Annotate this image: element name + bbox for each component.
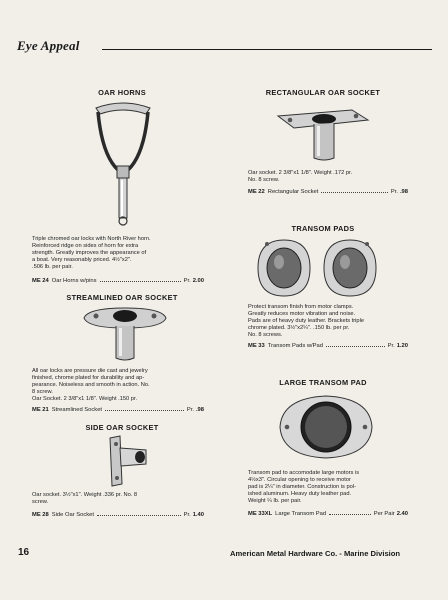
streamlined-price-line — [32, 405, 204, 414]
item-unit: Pr. — [387, 343, 395, 349]
item-name: Large Transom Pad — [275, 511, 327, 517]
heading-side-oar-socket: SIDE OAR SOCKET — [85, 423, 159, 432]
item-name: Rectangular Socket — [267, 189, 319, 195]
desc-line: finished, chrome plated for durability and ap- — [32, 375, 145, 382]
desc-line: 8 screw. — [32, 389, 53, 396]
desc-line: screw. — [32, 499, 49, 506]
side-socket-price-line — [32, 510, 204, 519]
leader-dots — [100, 276, 181, 282]
large-transom-pad-image — [276, 392, 376, 462]
item-price: 2.00 — [192, 278, 204, 284]
desc-line: pad is 2¼" in diameter. Construction is pol- — [248, 484, 356, 491]
oar-horns-price-line — [32, 276, 204, 285]
leader-dots — [321, 187, 387, 193]
item-name: Streamlined Socket — [51, 407, 103, 413]
item-unit: Pr. — [183, 512, 191, 518]
item-price: .98 — [399, 189, 408, 195]
item-price: .98 — [195, 407, 204, 413]
rect-socket-price-line — [248, 187, 408, 196]
footer-company: American Metal Hardware Co. - Marine Division — [230, 549, 401, 558]
desc-line: Oar socket. 3½"x1". Weight .336 pr. No. 8 — [32, 492, 138, 498]
streamlined-oar-socket-image — [80, 304, 170, 364]
desc-line: a boat. Very reasonably priced. 4½"x2". — [32, 257, 132, 264]
desc-line: strength. Greatly improves the appearance of — [32, 250, 147, 257]
item-price: 1.40 — [192, 512, 204, 518]
leader-dots — [329, 509, 371, 515]
oar-horns-description — [32, 236, 210, 271]
desc-line: No. 8 screw. — [248, 177, 280, 184]
streamlined-description — [32, 368, 210, 403]
desc-line: Reinforced ridge on sides of horn for extra — [32, 243, 139, 250]
heading-large-transom-pad: LARGE TRANSOM PAD — [279, 378, 367, 387]
page-number: 16 — [18, 547, 30, 558]
side-oar-socket-image — [96, 434, 156, 490]
desc-line: Weight ¼ lb. per pair. — [248, 498, 302, 505]
heading-rectangular-oar-socket: RECTANGULAR OAR SOCKET — [265, 88, 381, 97]
page-header-title: Eye Appeal — [17, 38, 80, 53]
leader-dots — [97, 510, 181, 516]
transom-pads-price-line — [248, 341, 408, 350]
desc-line: .506 lb. per pair. — [32, 264, 73, 271]
desc-line: Protect transom finish from motor clamps. — [248, 304, 354, 310]
item-unit: Per Pair — [373, 511, 395, 517]
rect-socket-description — [248, 170, 418, 184]
desc-line: No. 8 screws. — [248, 332, 283, 339]
item-unit: Pr. — [186, 407, 194, 413]
item-code: ME 33XL — [248, 511, 273, 517]
desc-line: Greatly reduces motor vibration and noise. — [248, 311, 356, 318]
large-pad-price-line — [248, 509, 408, 518]
item-name: Side Oar Socket — [51, 512, 94, 518]
item-price: 2.40 — [396, 511, 408, 517]
leader-dots — [326, 341, 385, 347]
desc-line: Transom pad to accomodate large motors is — [248, 470, 360, 476]
desc-line: Triple chromed oar locks with North River horn. — [32, 236, 151, 242]
desc-line: pearance. Noiseless and smooth in action. No. — [32, 382, 150, 389]
header-rule — [102, 49, 432, 50]
desc-line: Oar socket. 2 3/8"x1 1/8". Weight .172 pr. — [248, 170, 353, 176]
item-code: ME 33 — [248, 343, 265, 349]
item-unit: Pr. — [390, 189, 398, 195]
heading-oar-horns: OAR HORNS — [98, 88, 146, 97]
heading-streamlined-oar-socket: STREAMLINED OAR SOCKET — [66, 293, 178, 302]
heading-transom-pads: TRANSOM PADS — [291, 224, 355, 233]
item-name: Transom Pads w/Pad — [267, 343, 323, 349]
desc-line: chrome plated. 3½"x2¼". .150 lb. per pr. — [248, 325, 350, 332]
transom-pads-description — [248, 304, 418, 339]
item-name: Oar Horns w/pins — [51, 278, 97, 284]
large-pad-description — [248, 470, 418, 505]
transom-pads-image — [252, 236, 382, 300]
leader-dots — [105, 405, 184, 411]
item-unit: Pr. — [183, 278, 191, 284]
item-code: ME 28 — [32, 512, 49, 518]
item-price: 1.20 — [396, 343, 408, 349]
side-socket-description — [32, 492, 210, 506]
item-code: ME 24 — [32, 278, 49, 284]
desc-line: All oar locks are pressure die cast and jewelry — [32, 368, 148, 374]
item-code: ME 21 — [32, 407, 49, 413]
desc-line: Oar Socket. 2 3/8"x1 1/8". Weight .150 pr. — [32, 396, 138, 403]
oar-horns-image — [88, 100, 158, 230]
rectangular-oar-socket-image — [272, 104, 372, 166]
desc-line: Pads are of heavy duty leather. Brackets triple — [248, 318, 365, 325]
desc-line: 4½x3". Circular opening to receive motor — [248, 477, 351, 484]
item-code: ME 22 — [248, 189, 265, 195]
desc-line: ished aluminum. Heavy duty leather pad. — [248, 491, 352, 498]
